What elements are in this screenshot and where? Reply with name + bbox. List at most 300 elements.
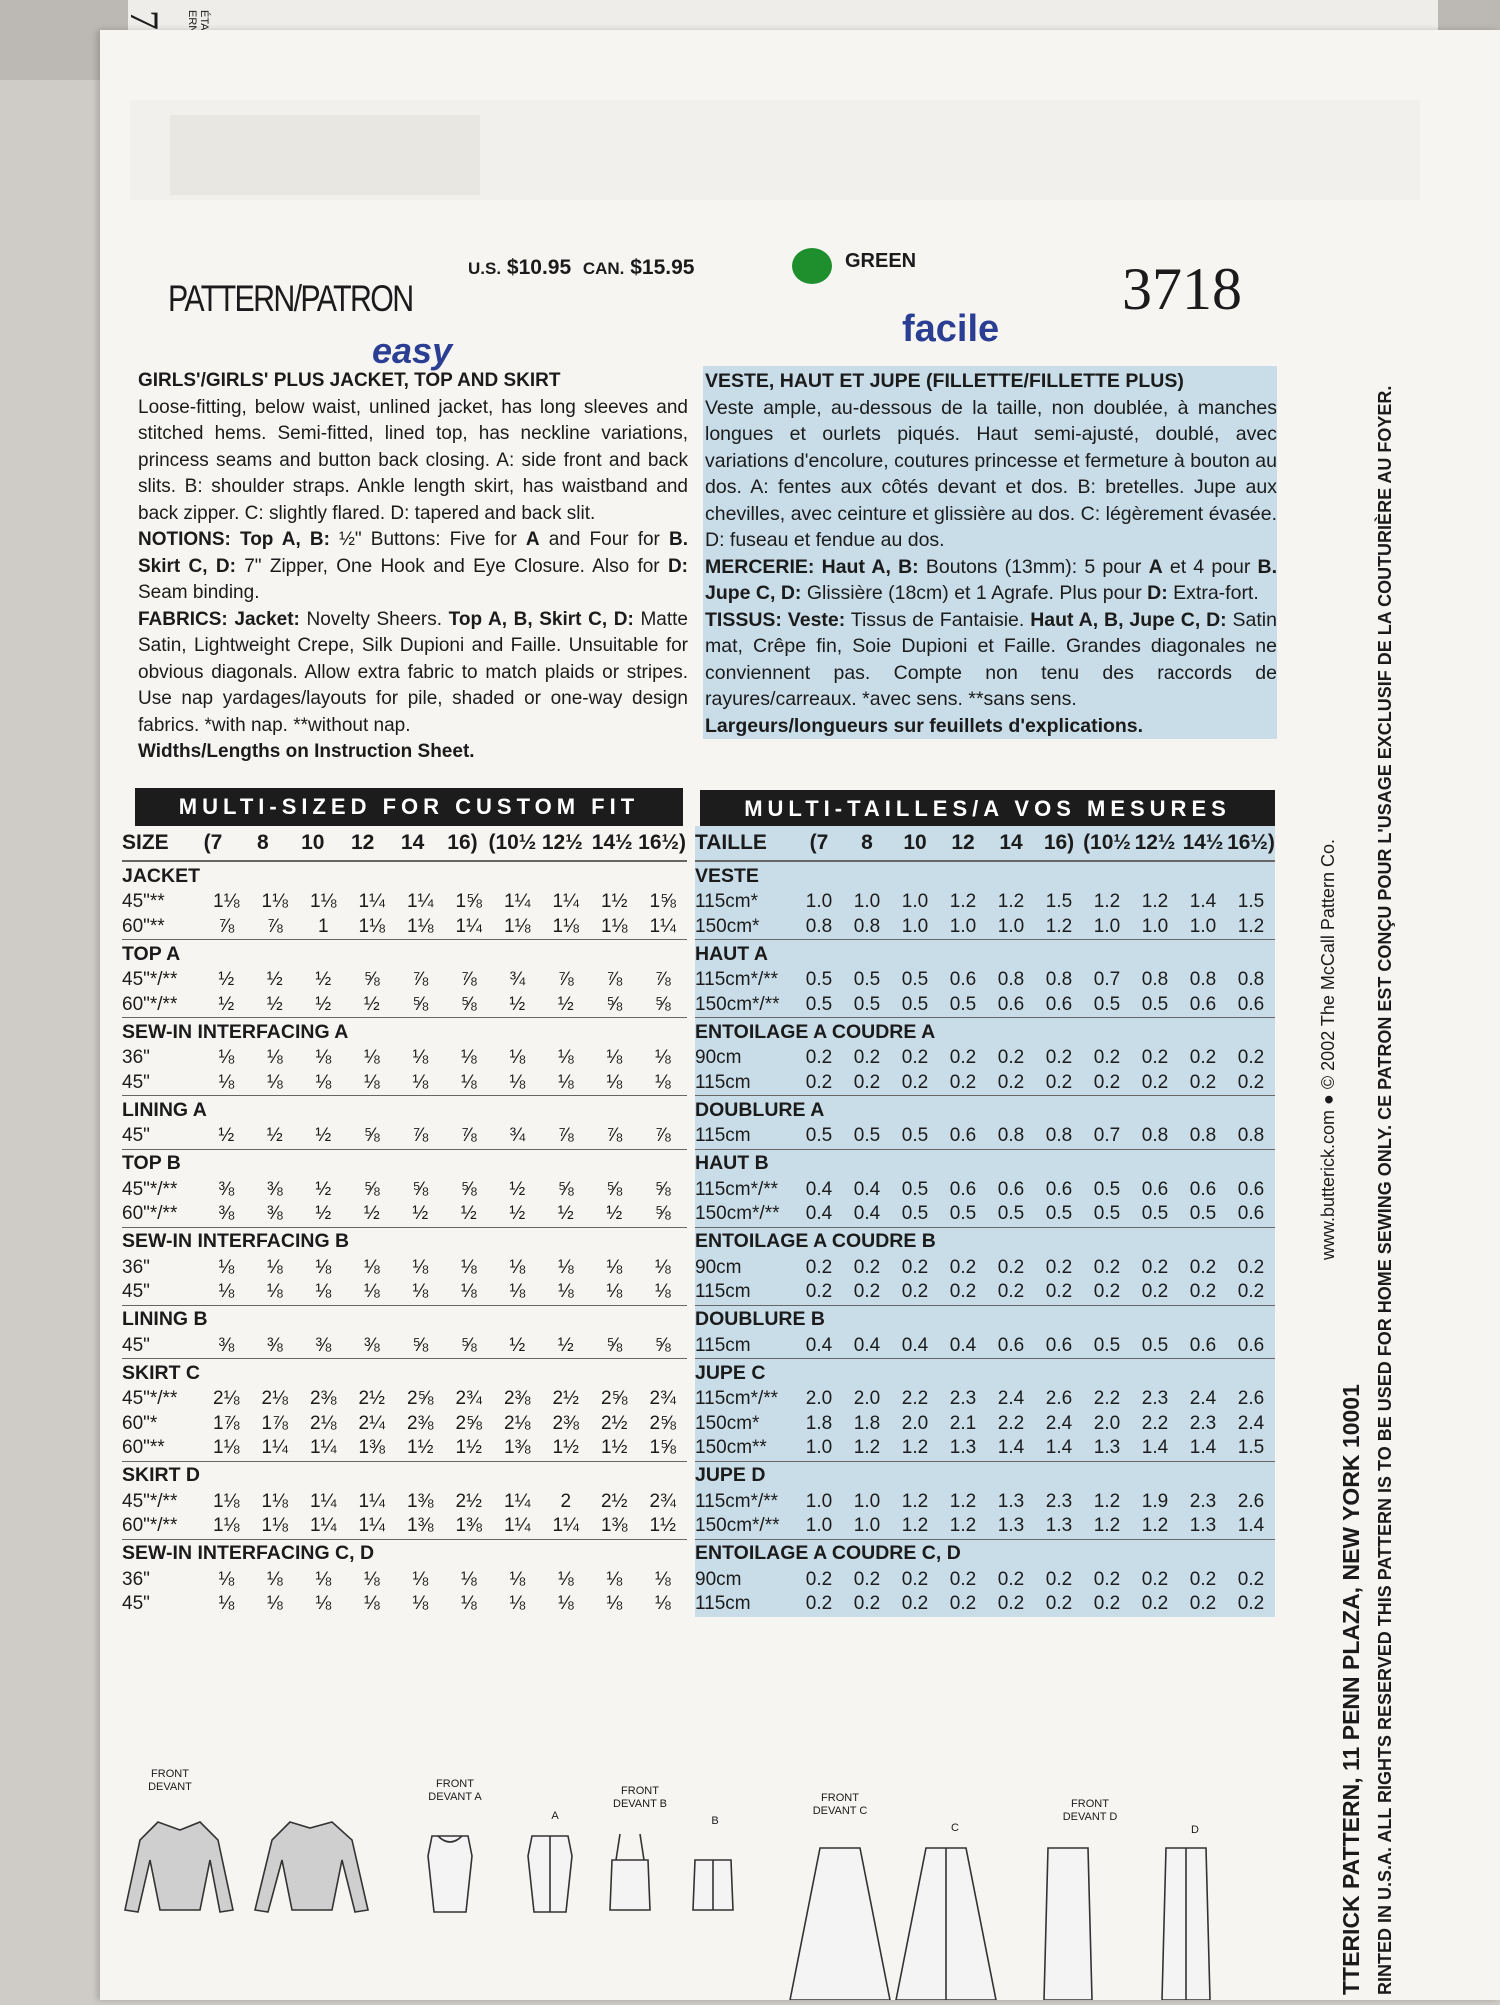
yardage-cell: ⅞ [460, 969, 477, 991]
fabric-width: 45" [122, 1125, 150, 1147]
yardage-cell: ⅛ [363, 1281, 380, 1303]
fabric-width: 90cm [695, 1047, 742, 1069]
yardage-cell: ⅛ [412, 1568, 429, 1590]
yardage-cell: 0.2 [1093, 1568, 1121, 1590]
fabric-width: 150cm*/** [695, 993, 780, 1015]
yardage-cell: 0.2 [949, 1071, 977, 1093]
yardage-cell: 1¼ [504, 1490, 531, 1512]
yardage-cell: ⅛ [363, 1593, 380, 1615]
yardage-cell: 2⅜ [310, 1388, 337, 1410]
yardage-cell: ⅛ [509, 1071, 526, 1093]
rights-line: RINTED IN U.S.A. ALL RIGHTS RESERVED THIS PATTERN IS TO BE USED FOR HOME SEWING ONLY. CE PATRON EST CONÇU POUR L'USAGE EXCLUSIF DE LA COUTURIÈRE AU FOYER. [1375, 385, 1395, 1995]
yardage-cell: 1¼ [552, 1515, 579, 1537]
yardage-cell: 1.2 [1093, 1490, 1121, 1512]
skirt-d-back-sketch [1162, 1848, 1210, 2000]
yardage-cell: ⅛ [412, 1256, 429, 1278]
top-a-front-sketch [428, 1836, 472, 1912]
yardage-cell: ⅛ [412, 1047, 429, 1069]
yardage-cell: 0.6 [997, 993, 1025, 1015]
yardage-cell: 1⅛ [407, 915, 434, 937]
yardage-cell: ⅛ [266, 1071, 283, 1093]
size-col: 16) [447, 831, 478, 854]
garment-sketches [120, 1760, 1300, 2000]
yardage-cell: 2½ [552, 1388, 579, 1410]
size-col: 16½) [1227, 831, 1275, 854]
yardage-cell: ½ [363, 993, 380, 1015]
yardage-cell: 2.2 [997, 1412, 1025, 1434]
size-col: 14½ [1182, 831, 1224, 854]
yardage-cell: 2½ [455, 1490, 482, 1512]
yardage-cell: 0.6 [1141, 1178, 1169, 1200]
yardage-cell: ½ [315, 969, 332, 991]
yardage-cell: 0.2 [805, 1593, 833, 1615]
size-label: TAILLE [695, 831, 767, 854]
yardage-cell: 0.6 [997, 1178, 1025, 1200]
table-row [122, 993, 687, 1018]
yardage-cell: 2.0 [805, 1388, 833, 1410]
yardage-table-fr [695, 826, 1275, 1617]
yardage-cell: ⅛ [460, 1256, 477, 1278]
yardage-cell: ⅛ [460, 1071, 477, 1093]
yardage-cell: 0.2 [1189, 1256, 1217, 1278]
yardage-cell: 0.2 [949, 1593, 977, 1615]
yardage-cell: 1.3 [997, 1515, 1025, 1537]
size-col: 12½ [541, 831, 583, 854]
yardage-cell: 1½ [601, 1437, 628, 1459]
size-col: 8 [861, 831, 873, 854]
yardage-cell: ⅜ [315, 1334, 332, 1356]
yardage-cell: 0.6 [949, 1178, 977, 1200]
yardage-cell: ½ [218, 993, 235, 1015]
color-label: GREEN [845, 250, 917, 272]
yardage-cell: ⅛ [509, 1047, 526, 1069]
yardage-cell: 1.8 [805, 1412, 833, 1434]
yardage-cell: 0.6 [1189, 1178, 1217, 1200]
table-row [122, 1280, 687, 1305]
yardage-cell: 2.2 [1093, 1388, 1121, 1410]
yardage-cell: 0.2 [997, 1593, 1025, 1615]
yardage-cell: 1½ [552, 1437, 579, 1459]
yardage-cell: 0.8 [1237, 969, 1265, 991]
yardage-cell: 1⅜ [407, 1515, 434, 1537]
yardage-cell: ⅛ [606, 1281, 623, 1303]
yardage-cell: 2⅝ [601, 1388, 628, 1410]
yardage-cell: 1⅛ [261, 891, 288, 913]
yardage-cell: 0.2 [1237, 1281, 1265, 1303]
yardage-cell: ½ [218, 1125, 235, 1147]
yardage-cell: 0.2 [1093, 1047, 1121, 1069]
yardage-cell: 0.5 [853, 993, 881, 1015]
yardage-cell: 0.2 [1093, 1281, 1121, 1303]
yardage-cell: ⅝ [460, 1178, 477, 1200]
fabric-width: 45" [122, 1071, 150, 1093]
yardage-cell: ⅞ [266, 915, 283, 937]
yardage-cell: ½ [266, 969, 283, 991]
yardage-cell: ⅞ [557, 1125, 574, 1147]
yardage-cell: 1.2 [901, 1515, 929, 1537]
yardage-cell: ⅛ [606, 1593, 623, 1615]
yardage-cell: ⅛ [218, 1047, 235, 1069]
sketch-label-b: B [711, 1815, 719, 1827]
fabric-width: 115cm [695, 1593, 751, 1615]
yardage-cell: ⅛ [266, 1047, 283, 1069]
yardage-cell: 0.6 [1045, 1178, 1073, 1200]
yardage-cell: 2.3 [1045, 1490, 1073, 1512]
yardage-cell: ⅛ [315, 1281, 332, 1303]
yardage-cell: 0.2 [1189, 1593, 1217, 1615]
yardage-cell: 1.0 [1141, 915, 1169, 937]
skirt-c-front-sketch [790, 1848, 890, 2000]
yardage-cell: 0.8 [1045, 969, 1073, 991]
yardage-cell: 1.2 [997, 891, 1025, 913]
yardage-cell: 1¼ [407, 891, 434, 913]
facile-badge: facile [902, 308, 1000, 350]
fabric-width: 115cm*/** [695, 1388, 779, 1410]
widths-note: Widths/Lengths on Instruction Sheet. [138, 741, 475, 762]
yardage-cell: 0.2 [997, 1568, 1025, 1590]
yardage-cell: 2⅜ [552, 1412, 579, 1434]
table-row [122, 1124, 687, 1149]
price-block: U.S. $10.95 CAN. $15.95 [468, 256, 695, 279]
yardage-cell: 1½ [455, 1437, 482, 1459]
yardage-cell: 1 [317, 915, 329, 937]
size-col: 12 [350, 831, 375, 854]
yardage-cell: ⅞ [606, 1125, 623, 1147]
yardage-cell: 2¾ [649, 1490, 676, 1512]
yardage-cell: 1⅝ [649, 1437, 676, 1459]
english-description [138, 368, 688, 766]
yardage-cell: 0.6 [1189, 993, 1217, 1015]
fabric-width: 60"*/** [122, 1203, 178, 1225]
yardage-cell: 1.3 [1189, 1515, 1217, 1537]
yardage-cell: 0.2 [805, 1071, 833, 1093]
yardage-cell: 0.5 [949, 993, 977, 1015]
fabric-width: 45"** [122, 891, 165, 913]
yardage-cell: 1.4 [1141, 1437, 1169, 1459]
yardage-cell: 1⅜ [455, 1515, 482, 1537]
yardage-cell: 1⅝ [455, 891, 482, 913]
table-row [695, 1387, 1275, 1412]
yardage-cell: 0.2 [1141, 1047, 1169, 1069]
yardage-cell: 0.2 [1045, 1071, 1073, 1093]
fabric-width: 115cm*/** [695, 1490, 779, 1512]
yardage-cell: 1.2 [901, 1490, 929, 1512]
yardage-cell: 0.2 [901, 1568, 929, 1590]
french-title: VESTE, HAUT ET JUPE (FILLETTE/FILLETTE PLUS) [705, 370, 1184, 392]
table-row [122, 1256, 687, 1281]
sketch-label-front-c: FRONT DEVANT C [812, 1792, 868, 1817]
yardage-cell: 0.5 [1141, 1334, 1169, 1356]
yardage-cell: ½ [315, 993, 332, 1015]
yardage-cell: ½ [363, 1203, 380, 1225]
fabric-width: 60"*/** [122, 993, 178, 1015]
fabric-width: 60"** [122, 1437, 165, 1459]
yardage-cell: 0.2 [901, 1593, 929, 1615]
yardage-cell: 0.8 [853, 915, 881, 937]
yardage-cell: ⅛ [363, 1047, 380, 1069]
table-row [122, 1592, 687, 1617]
yardage-cell: ⅞ [460, 1125, 477, 1147]
yardage-cell: 0.4 [853, 1178, 881, 1200]
section-heading: TOP A [122, 939, 687, 968]
size-col: 14 [999, 831, 1023, 854]
yardage-cell: ⅛ [606, 1047, 623, 1069]
fabric-width: 45"*/** [122, 1490, 178, 1512]
yardage-cell: 1⅜ [601, 1515, 628, 1537]
yardage-cell: 1⅜ [358, 1437, 385, 1459]
section-heading: SKIRT C [122, 1358, 687, 1387]
section-heading: HAUT B [695, 1149, 1275, 1178]
yardage-cell: 0.2 [1237, 1071, 1265, 1093]
yardage-table-en [122, 826, 687, 1617]
size-col: 12½ [1134, 831, 1176, 854]
table-row [695, 1592, 1275, 1617]
sketch-label-front-a: FRONT DEVANT A [428, 1778, 482, 1803]
yardage-cell: 0.8 [1189, 969, 1217, 991]
size-col: (7 [203, 831, 223, 854]
yardage-cell: 2⅛ [310, 1412, 337, 1434]
yardage-cell: 0.5 [949, 1203, 977, 1225]
yardage-cell: 1.2 [1045, 915, 1073, 937]
yardage-cell: 2¼ [358, 1412, 385, 1434]
yardage-cell: 1¼ [358, 1490, 385, 1512]
yardage-cell: ½ [266, 993, 283, 1015]
yardage-cell: 0.4 [805, 1334, 833, 1356]
yardage-cell: ⅜ [218, 1334, 235, 1356]
yardage-cell: 0.2 [853, 1047, 881, 1069]
yardage-cell: ⅛ [557, 1256, 574, 1278]
yardage-cell: 1⅛ [504, 915, 531, 937]
section-heading: SEW-IN INTERFACING C, D [122, 1539, 687, 1568]
yardage-cell: ½ [218, 969, 235, 991]
yardage-cell: 1.0 [853, 891, 881, 913]
yardage-cell: 0.2 [1045, 1568, 1073, 1590]
yardage-cell: ⅛ [557, 1281, 574, 1303]
table-row [695, 1071, 1275, 1096]
yardage-cell: 0.2 [1141, 1281, 1169, 1303]
sketch-label-d: D [1191, 1824, 1199, 1836]
yardage-cell: 1.2 [1141, 891, 1169, 913]
yardage-cell: 2.6 [1237, 1388, 1265, 1410]
yardage-cell: 0.6 [1045, 993, 1073, 1015]
widths-note-fr: Largeurs/longueurs sur feuillets d'explications. [705, 714, 1144, 737]
top-b-front-sketch [610, 1834, 650, 1910]
sketch-label-a: A [551, 1810, 559, 1822]
yardage-cell: 1.0 [853, 1490, 881, 1512]
table-row [695, 1334, 1275, 1359]
yardage-cell: 1⅝ [649, 891, 676, 913]
yardage-cell: ⅛ [266, 1593, 283, 1615]
yardage-cell: 0.8 [1045, 1125, 1073, 1147]
yardage-cell: ½ [509, 1203, 526, 1225]
yardage-cell: ⅞ [218, 915, 235, 937]
yardage-cell: 1¼ [504, 1515, 531, 1537]
yardage-cell: ⅞ [412, 969, 429, 991]
yardage-cell: ⅛ [363, 1568, 380, 1590]
yardage-cell: 2⅝ [649, 1412, 676, 1434]
yardage-cell: 0.2 [1141, 1071, 1169, 1093]
section-heading: LINING A [122, 1095, 687, 1124]
yardage-cell: ⅛ [654, 1256, 671, 1278]
yardage-cell: 0.5 [805, 969, 833, 991]
yardage-cell: 1.0 [1189, 915, 1217, 937]
multi-sized-band: MULTI-SIZED FOR CUSTOM FIT [135, 788, 683, 826]
yardage-cell: ⅛ [654, 1047, 671, 1069]
yardage-cell: 1⅛ [261, 1515, 288, 1537]
yardage-cell: 0.4 [949, 1334, 977, 1356]
yardage-cell: 0.5 [1045, 1203, 1073, 1225]
yardage-cell: 1.2 [1237, 915, 1265, 937]
yardage-cell: 1.4 [1189, 891, 1217, 913]
yardage-cell: 0.5 [901, 1125, 929, 1147]
notions: NOTIONS: Top A, B: ½" Buttons: Five for A and Four for B. Skirt C, D: 7" Zipper, One Hook and Eye Closure. Also for D: Seam binding. [138, 529, 688, 603]
top-b-back-sketch [693, 1860, 733, 1910]
yardage-cell: 2.3 [1141, 1388, 1169, 1410]
table-row [695, 993, 1275, 1018]
yardage-cell: 1¼ [552, 891, 579, 913]
yardage-cell: 0.2 [805, 1568, 833, 1590]
yardage-cell: 0.2 [1093, 1593, 1121, 1615]
yardage-cell: ½ [509, 1334, 526, 1356]
price-us: $10.95 [506, 256, 572, 279]
yardage-cell: 0.2 [997, 1071, 1025, 1093]
yardage-cell: 1.2 [949, 1490, 977, 1512]
yardage-cell: 1.5 [1045, 891, 1073, 913]
yardage-cell: 0.4 [853, 1334, 881, 1356]
yardage-cell: 0.6 [997, 1334, 1025, 1356]
yardage-cell: 1¼ [261, 1437, 288, 1459]
fabric-width: 115cm [695, 1334, 751, 1356]
yardage-cell: 0.4 [853, 1203, 881, 1225]
table-row [695, 1280, 1275, 1305]
size-col: (10½ [1083, 831, 1131, 854]
fabric-width: 60"* [122, 1412, 158, 1434]
yardage-cell: 1.0 [1093, 915, 1121, 937]
yardage-cell: 1⅜ [407, 1490, 434, 1512]
yardage-cell: 0.4 [901, 1334, 929, 1356]
yardage-cell: ⅛ [266, 1568, 283, 1590]
yardage-cell: 0.2 [901, 1071, 929, 1093]
yardage-cell: 1¼ [310, 1515, 337, 1537]
yardage-cell: 2.2 [1141, 1412, 1169, 1434]
yardage-cell: 0.2 [949, 1568, 977, 1590]
yardage-cell: ⅛ [218, 1281, 235, 1303]
fabric-width: 90cm [695, 1256, 742, 1278]
french-body: Veste ample, au-dessous de la taille, non doublée, à manches longues et ourlets piqués. Haut semi-ajusté, doublé, avec variations d'encolure, coutures princesse et fermeture à bouton au dos. A: fentes aux côtés devant et dos. B: bretelles. Jupe aux chevilles, avec ceinture et glissière au dos. C: légèrement évasée. D: fuseau et fendue au dos. [705, 396, 1277, 551]
section-heading: VESTE [695, 861, 1275, 890]
yardage-cell: 1.2 [949, 1515, 977, 1537]
yardage-cell: 1¼ [358, 1515, 385, 1537]
table-row [122, 915, 687, 940]
sketch-label-front-b: FRONT DEVANT B [613, 1785, 667, 1810]
yardage-cell: 0.5 [1141, 1203, 1169, 1225]
table-row [695, 1412, 1275, 1437]
yardage-cell: 0.2 [805, 1047, 833, 1069]
yardage-cell: 2.3 [1189, 1490, 1217, 1512]
yardage-cell: 2.0 [853, 1388, 881, 1410]
address-line: TTERICK PATTERN, 11 PENN PLAZA, NEW YORK 10001 [1338, 1384, 1364, 1995]
yardage-cell: ⅜ [218, 1178, 235, 1200]
yardage-cell: 0.2 [1093, 1256, 1121, 1278]
yardage-cell: 0.2 [949, 1256, 977, 1278]
yardage-cell: ⅜ [218, 1203, 235, 1225]
yardage-cell: 2.0 [901, 1412, 929, 1434]
table-row [695, 1046, 1275, 1071]
yardage-cell: 0.2 [1093, 1071, 1121, 1093]
skirt-c-back-sketch [896, 1848, 996, 2000]
yardage-cell: 2⅜ [407, 1412, 434, 1434]
yardage-cell: ⅝ [412, 1334, 429, 1356]
yardage-cell: ½ [315, 1178, 332, 1200]
yardage-cell: 1.2 [1093, 891, 1121, 913]
yardage-cell: 0.5 [1141, 993, 1169, 1015]
yardage-cell: ⅝ [654, 993, 671, 1015]
yardage-cell: 0.5 [1189, 1203, 1217, 1225]
mercerie: MERCERIE: Haut A, B: Boutons (13mm): 5 pour A et 4 pour B. Jupe C, D: Glissière (18cm) et 1 Agrafe. Plus pour D: Extra-fort. [705, 555, 1278, 604]
yardage-cell: 1⅛ [213, 1515, 240, 1537]
yardage-cell: ⅛ [606, 1256, 623, 1278]
yardage-cell: ⅝ [654, 1203, 671, 1225]
yardage-cell: 0.8 [997, 1125, 1025, 1147]
fabric-width: 45"*/** [122, 969, 178, 991]
yardage-cell: ⅛ [654, 1071, 671, 1093]
yardage-cell: ⅛ [218, 1593, 235, 1615]
yardage-cell: 1.0 [805, 1437, 833, 1459]
price-can: $15.95 [630, 256, 695, 279]
yardage-cell: ½ [557, 993, 574, 1015]
yardage-cell: 0.2 [949, 1047, 977, 1069]
yardage-cell: ⅞ [412, 1125, 429, 1147]
yardage-cell: 0.2 [1189, 1071, 1217, 1093]
pattern-number: 3718 [1122, 256, 1242, 322]
yardage-cell: ⅝ [460, 1334, 477, 1356]
fabric-width: 45" [122, 1334, 150, 1356]
yardage-cell: 0.2 [853, 1593, 881, 1615]
yardage-cell: 0.5 [1093, 1178, 1121, 1200]
yardage-cell: 2.3 [949, 1388, 977, 1410]
yardage-cell: ⅛ [412, 1593, 429, 1615]
yardage-cell: 0.5 [1093, 993, 1121, 1015]
tissus: TISSUS: Veste: Tissus de Fantaisie. Haut A, B, Jupe C, D: Satin mat, Crêpe fin, Soie Dupioni et Faille. Grandes diagonales ne conviennent pas. Compte non tenu des raccords de rayures/carreaux. *avec sens. **sans sens. [705, 608, 1277, 710]
yardage-cell: 2½ [601, 1412, 628, 1434]
size-col: 16½) [638, 831, 687, 854]
yardage-cell: 0.6 [949, 969, 977, 991]
yardage-cell: 1.5 [1237, 1437, 1265, 1459]
yardage-cell: ⅛ [509, 1593, 526, 1615]
table-row [695, 1436, 1275, 1461]
yardage-cell: ⅝ [654, 1334, 671, 1356]
yardage-cell: 2½ [358, 1388, 385, 1410]
top-a-back-sketch [528, 1836, 572, 1912]
yardage-cell: 1.0 [901, 891, 929, 913]
yardage-cell: ⅛ [412, 1071, 429, 1093]
table-row [122, 1387, 687, 1412]
yardage-cell: 1.3 [1093, 1437, 1121, 1459]
yardage-cell: 0.2 [1141, 1568, 1169, 1590]
yardage-cell: ⅞ [606, 969, 623, 991]
yardage-cell: 0.5 [805, 1125, 833, 1147]
fabric-width: 60"** [122, 915, 165, 937]
table-row [122, 1071, 687, 1096]
yardage-cell: 1.9 [1141, 1490, 1169, 1512]
yardage-cell: 2¾ [649, 1388, 676, 1410]
yardage-cell: ⅞ [557, 969, 574, 991]
yardage-cell: 0.2 [1045, 1593, 1073, 1615]
yardage-cell: 0.8 [1141, 1125, 1169, 1147]
yardage-cell: ¾ [509, 1125, 526, 1147]
fabric-width: 60"*/** [122, 1515, 178, 1537]
yardage-cell: 1.3 [1045, 1515, 1073, 1537]
